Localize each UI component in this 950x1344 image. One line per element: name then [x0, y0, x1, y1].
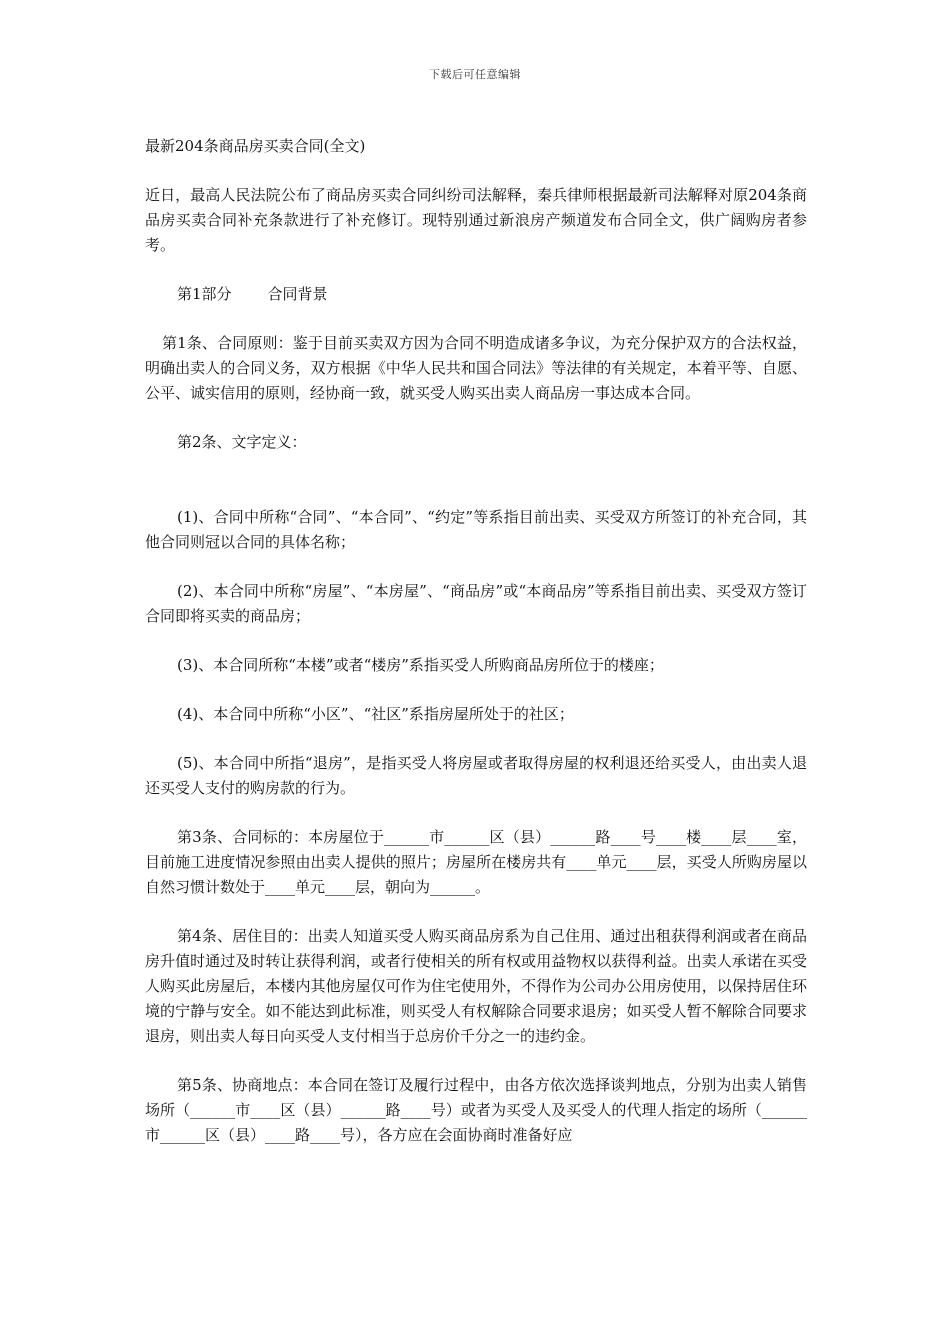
part-heading: [145, 282, 807, 307]
article-5: 第5条、协商地点：本合同在签订及履行过程中，由各方依次选择谈判地点，分别为出卖人销售场所（______市____区（县）______路____号）或者为买受人及买受人的代理人指定的场所（______市______区（县）____路____号），各方应在会面协商时准备好应: [145, 1076, 807, 1144]
document-body: [145, 134, 807, 1172]
part-name: 合同背景: [267, 285, 328, 303]
definition-1: (1)、合同中所称“合同”、“本合同”、“约定”等系指目前出卖、买受双方所签订的补充合同，其他合同则冠以合同的具体名称；: [145, 508, 807, 551]
part-label: 第1部分: [177, 285, 232, 303]
definition-2: (2)、本合同中所称“房屋”、“本房屋”、“商品房”或“本商品房”等系指目前出卖、买受双方签订合同即将买卖的商品房；: [145, 582, 807, 625]
definition-4: (4)、本合同中所称“小区”、“社区”系指房屋所处于的社区；: [177, 705, 574, 723]
article-1: 第1条、合同原则：鉴于目前买卖双方因为合同不明造成诸多争议，为充分保护双方的合法权益，明确出卖人的合同义务，双方根据《中华人民共和国合同法》等法律的有关规定，本着平等、自愿、公平、诚实信用的原则，经协商一致，就买受人购买出卖人商品房一事达成本合同。: [145, 334, 807, 402]
intro-paragraph: 近日，最高人民法院公布了商品房买卖合同纠纷司法解释，秦兵律师根据最新司法解释对原204条商品房买卖合同补充条款进行了补充修订。现特别通过新浪房产频道发布合同全文，供广阔购房者参考。: [145, 186, 807, 254]
article-3: 第3条、合同标的：本房屋位于______市______区（县）______路____号____楼____层____室，目前施工进度情况参照由出卖人提供的照片；房屋所在楼房共有____单元____层，买受人所购房屋以自然习惯计数处于____单元____层，朝向为______。: [145, 828, 807, 896]
article-4: 第4条、居住目的：出卖人知道买受人购买商品房系为自己住用、通过出租获得利润或者在商品房升值时通过及时转让获得利润，或者行使相关的所有权或用益物权以获得利益。出卖人承诺在买受人购买此房屋后，本楼内其他房屋仅可作为住宅使用外，不得作为公司办公用房使用，以保持居住环境的宁静与安全。如不能达到此标准，则买受人有权解除合同要求退房；如买受人暂不解除合同要求退房，则出卖人每日向买受人支付相当于总房价千分之一的违约金。: [145, 927, 807, 1045]
definition-3: (3)、本合同所称“本楼”或者“楼房”系指买受人所购商品房所位于的楼座；: [177, 656, 664, 674]
definition-5: (5)、本合同中所指“退房”，是指买受人将房屋或者取得房屋的权利退还给买受人，由出卖人退还买受人支付的购房款的行为。: [145, 754, 807, 797]
document-title: 最新204条商品房买卖合同(全文): [145, 137, 366, 155]
page-header: 下载后可任意编辑: [429, 68, 521, 81]
article-2: 第2条、文字定义：: [177, 433, 307, 451]
